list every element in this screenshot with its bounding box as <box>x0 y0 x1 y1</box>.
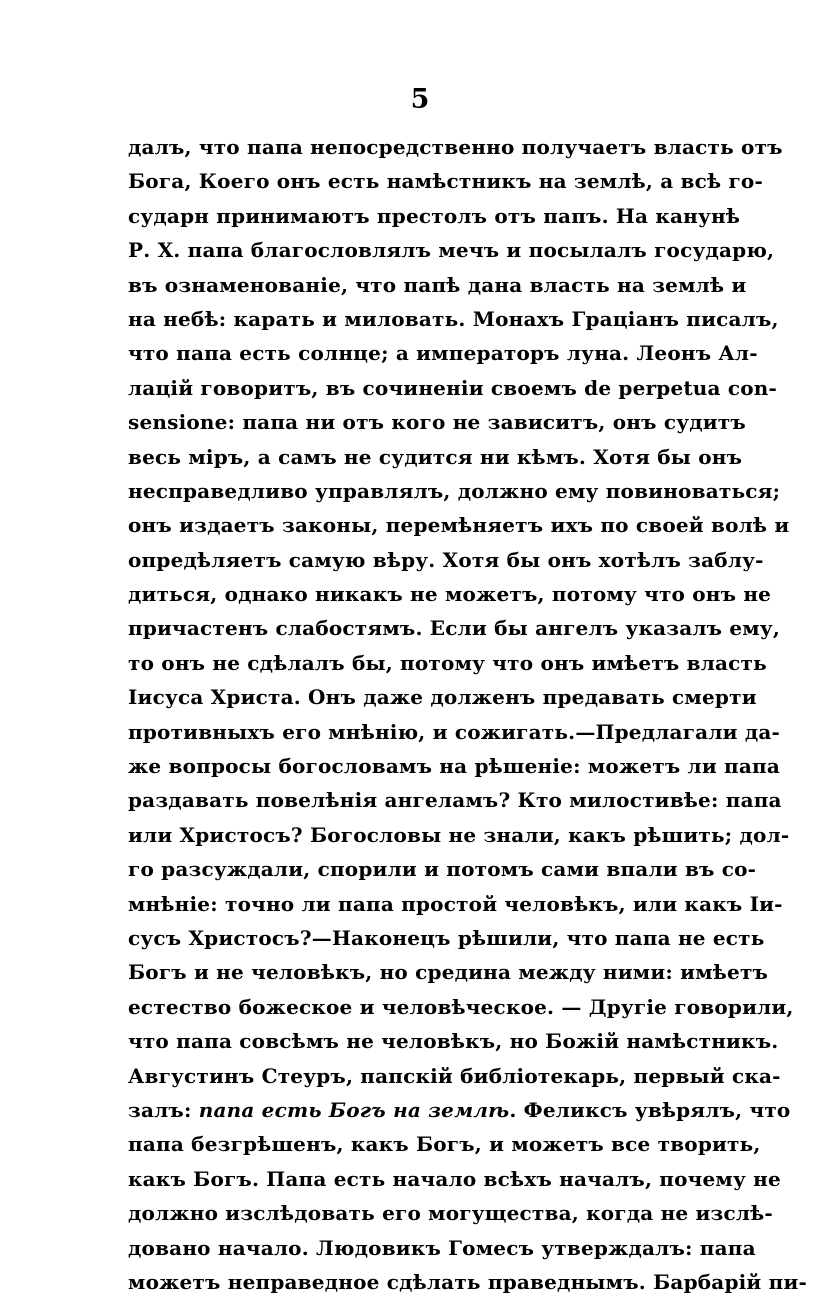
text-line: должно изслѣдовать его могущества, когда не изслѣ- <box>128 1201 773 1226</box>
text-line: что папа есть солнце; а императоръ луна. Леонъ Ал- <box>128 341 758 366</box>
text-line: или Христосъ? Богословы не знали, какъ рѣшить; дол- <box>128 822 790 847</box>
body-text <box>128 130 807 1299</box>
text-line: что папа совсѣмъ не человѣкъ, но Божій намѣстникъ. <box>128 1029 779 1054</box>
text-line: на небѣ: карать и миловать. Монахъ Граціанъ писалъ, <box>128 306 779 331</box>
text-line: раздавать повелѣнія ангеламъ? Кто милостивѣе: папа <box>128 788 782 813</box>
text-line: Богъ и не человѣкъ, но средина между ними: имѣетъ <box>128 960 769 985</box>
text-line: естество божеское и человѣческое. — Другіе говорили, <box>128 994 794 1019</box>
text-line: въ ознаменованіе, что папѣ дана власть на землѣ и <box>128 272 747 297</box>
text-line: диться, однако никакъ не можетъ, потому что онъ не <box>128 582 772 607</box>
text-line: довано начало. Людовикъ Гомесъ утверждалъ: папа <box>128 1235 756 1260</box>
text-line: можетъ неправедное сдѣлать праведнымъ. Барбарій пи- <box>128 1269 807 1294</box>
text-line: Бога, Коего онъ есть намѣстникъ на землѣ, а всѣ го- <box>128 169 763 194</box>
text-line-with-italic <box>128 1093 791 1127</box>
text-line: мнѣніе: точно ли папа простой человѣкъ, или какъ Іи- <box>128 891 783 916</box>
text-line: Р. Х. папа благословлялъ мечъ и посылалъ государю, <box>128 238 775 263</box>
text-line: же вопросы богословамъ на рѣшеніе: можетъ ли папа <box>128 754 781 779</box>
page-number: 5 <box>410 84 430 115</box>
text-line: го разсуждали, спорили и потомъ сами впали въ со- <box>128 857 757 882</box>
text-line: sensione: папа ни отъ кого не зависитъ, онъ судитъ <box>128 410 746 435</box>
text-segment: залъ: <box>128 1097 199 1122</box>
text-segment: . Феликсъ увѣрялъ, что <box>509 1097 791 1122</box>
text-line: Іисуса Христа. Онъ даже долженъ предавать смерти <box>128 685 757 710</box>
text-line: то онъ не сдѣлалъ бы, потому что онъ имѣетъ власть <box>128 650 767 675</box>
italic-quote: папа есть Богъ на землѣ <box>198 1097 510 1122</box>
text-line: опредѣляетъ самую вѣру. Хотя бы онъ хотѣлъ заблу- <box>128 547 764 572</box>
text-line: противныхъ его мнѣнію, и сожигать.—Предлагали да- <box>128 719 781 744</box>
text-line: онъ издаетъ законы, перемѣняетъ ихъ по своей волѣ и <box>128 513 790 538</box>
text-line: весь міръ, а самъ не судится ни кѣмъ. Хотя бы онъ <box>128 444 743 469</box>
text-line: папа безгрѣшенъ, какъ Богъ, и можетъ все творить, <box>128 1132 761 1157</box>
text-line: далъ, что папа непосредственно получаетъ власть отъ <box>128 135 783 159</box>
text-line: какъ Богъ. Папа есть начало всѣхъ началъ, почему не <box>128 1166 781 1191</box>
text-line: лацій говоритъ, въ сочиненіи своемъ de perpetua con- <box>128 375 778 400</box>
text-line: несправедливо управлялъ, должно ему повиноваться; <box>128 478 781 503</box>
text-line: сударн принимаютъ престолъ отъ папъ. На канунѣ <box>128 203 741 228</box>
text-line: Августинъ Стеуръ, папскій библіотекарь, первый ска- <box>128 1063 781 1088</box>
text-line: причастенъ слабостямъ. Если бы ангелъ указалъ ему, <box>128 616 781 641</box>
text-line: сусъ Христосъ?—Наконецъ рѣшили, что папа не есть <box>128 925 765 950</box>
